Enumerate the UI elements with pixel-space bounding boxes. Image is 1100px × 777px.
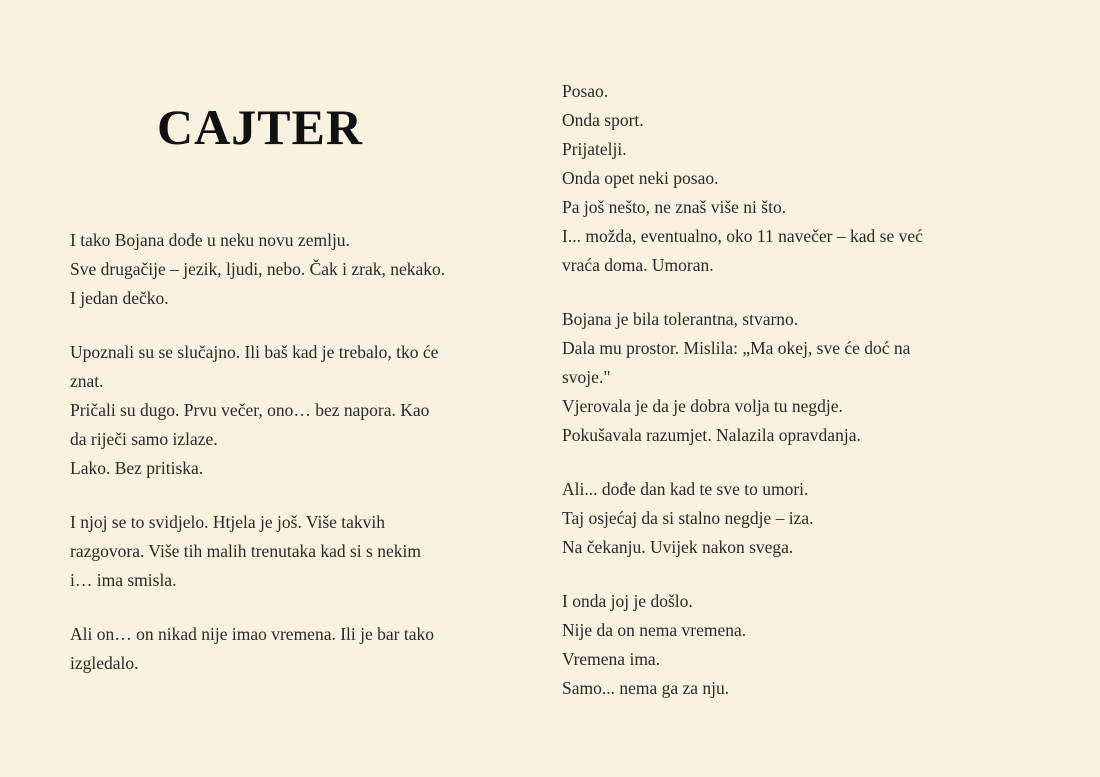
paragraph: [70, 620, 530, 678]
paragraph: [562, 475, 1032, 562]
text-line: Posao.: [562, 81, 609, 101]
text-line: Onda sport.: [562, 110, 644, 130]
text-line: I... možda, eventualno, oko 11 navečer – kad se već: [562, 226, 923, 246]
text-line: I tako Bojana dođe u neku novu zemlju.: [70, 230, 350, 250]
paragraph: [70, 226, 530, 313]
text-line: Ali... dođe dan kad te sve to umori.: [562, 479, 809, 499]
text-line: Bojana je bila tolerantna, stvarno.: [562, 309, 799, 329]
text-line: vraća doma. Umoran.: [562, 255, 714, 275]
text-line: Prijatelji.: [562, 139, 627, 159]
text-line: i… ima smisla.: [70, 570, 177, 590]
text-line: Ali on… on nikad nije imao vremena. Ili je bar tako: [70, 624, 434, 644]
text-line: izgledalo.: [70, 653, 139, 673]
text-line: Sve drugačije – jezik, ljudi, nebo. Čak i zrak, nekako.: [70, 259, 446, 279]
text-line: Vjerovala je da je dobra volja tu negdje.: [562, 396, 843, 416]
text-line: Onda opet neki posao.: [562, 168, 719, 188]
paragraph: [562, 587, 1032, 703]
text-line: I jedan dečko.: [70, 288, 169, 308]
text-line: Dala mu prostor. Mislila: „Ma okej, sve će doć na: [562, 338, 911, 358]
text-line: Pa još nešto, ne znaš više ni što.: [562, 197, 787, 217]
page-title: CAJTER: [156, 99, 364, 155]
text-line: svoje.": [562, 367, 611, 387]
text-line: Lako. Bez pritiska.: [70, 458, 204, 478]
text-line: Pokušavala razumjet. Nalazila opravdanja.: [562, 425, 861, 445]
text-line: Taj osjećaj da si stalno negdje – iza.: [562, 508, 814, 528]
text-line: da riječi samo izlaze.: [70, 429, 218, 449]
text-line: Samo... nema ga za nju.: [562, 678, 730, 698]
text-line: razgovora. Više tih malih trenutaka kad si s nekim: [70, 541, 421, 561]
paragraph: [70, 338, 530, 483]
text-line: Upoznali su se slučajno. Ili baš kad je trebalo, tko će: [70, 342, 439, 362]
text-line: znat.: [70, 371, 104, 391]
text-line: Nije da on nema vremena.: [562, 620, 747, 640]
text-line: I njoj se to svidjelo. Htjela je još. Više takvih: [70, 512, 386, 532]
text-line: Vremena ima.: [562, 649, 661, 669]
left-column: [70, 226, 530, 703]
right-column: [562, 77, 1032, 728]
paragraph: [70, 508, 530, 595]
paragraph: [562, 305, 1032, 450]
text-line: Pričali su dugo. Prvu večer, ono… bez napora. Kao: [70, 400, 430, 420]
text-line: Na čekanju. Uvijek nakon svega.: [562, 537, 794, 557]
text-line: I onda joj je došlo.: [562, 591, 693, 611]
paragraph: [562, 77, 1032, 280]
